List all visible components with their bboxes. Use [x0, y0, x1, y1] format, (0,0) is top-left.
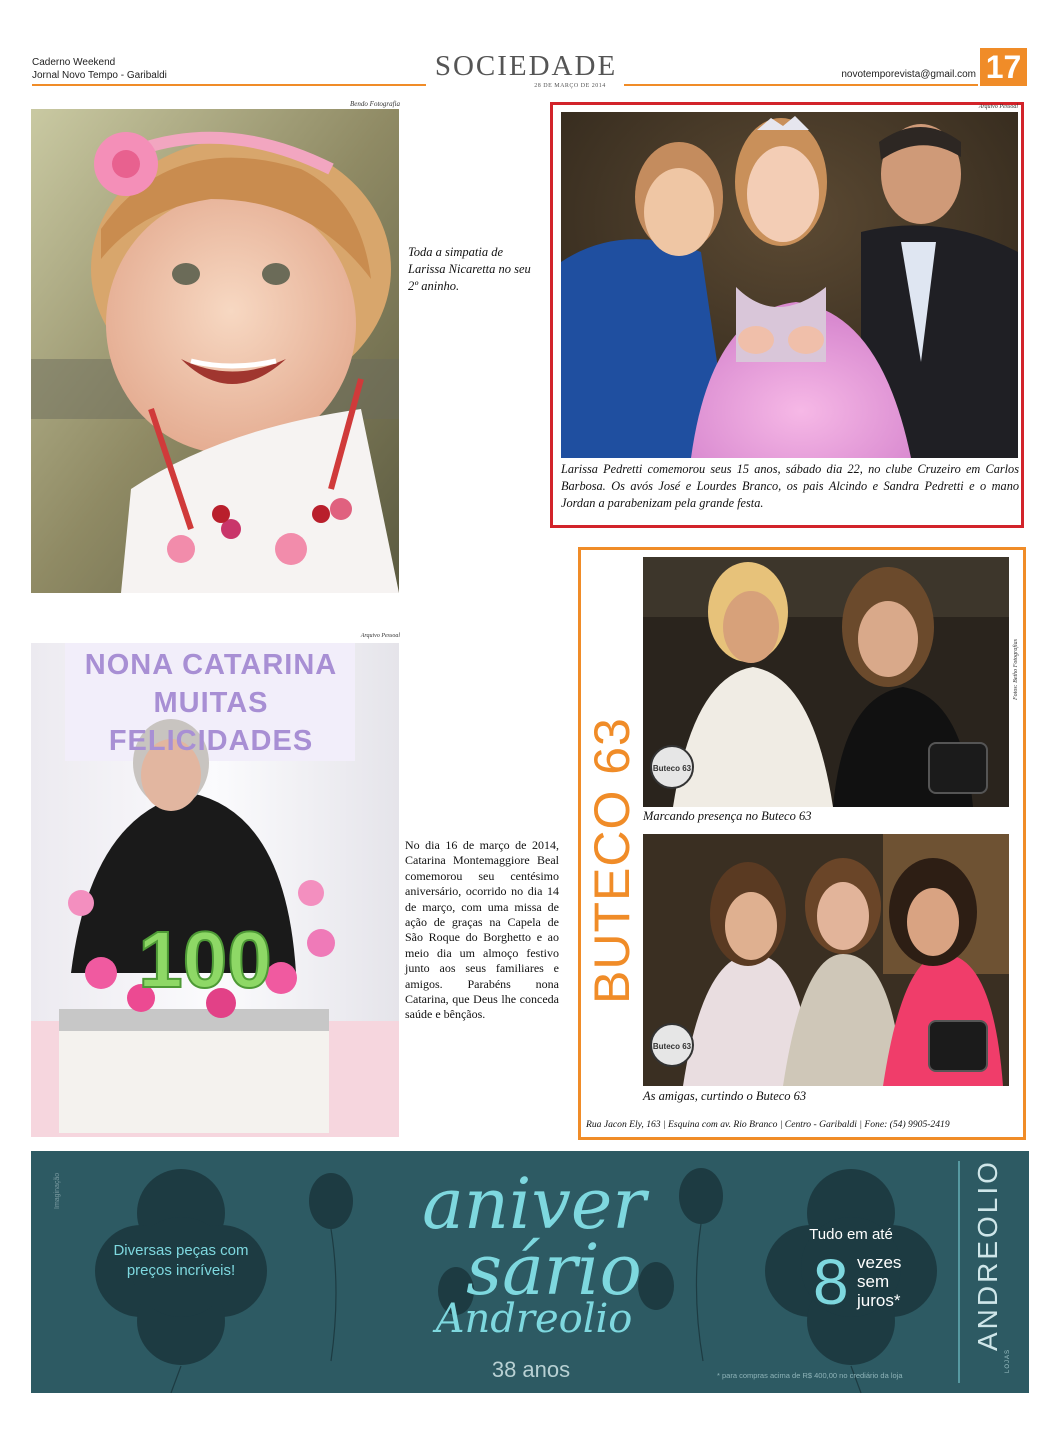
section-line-2: Jornal Novo Tempo - Garibaldi: [32, 70, 167, 81]
debutante-photo: [561, 112, 1018, 458]
ad-brand-small: LOJAS: [1005, 1348, 1011, 1373]
photo-credit: Bendo Fotografia: [350, 100, 400, 108]
ad-right-line-3: juros*: [857, 1291, 901, 1310]
buteco-caption-2: As amigas, curtindo o Buteco 63: [643, 1089, 807, 1103]
baby-photo: [31, 109, 399, 593]
nona-banner: [66, 646, 356, 760]
ad-headline: [349, 1163, 719, 1311]
nona-banner-line-1: NONA CATARINA: [84, 649, 338, 681]
debutante-credit: Arquivo Pessoal: [978, 104, 1018, 110]
ad-right-terms: [857, 1253, 917, 1310]
header-date: 28 DE MARÇO DE 2014: [534, 83, 606, 89]
ad-right-number: 8: [813, 1246, 849, 1318]
contact-email[interactable]: novotemporevista@gmail.com: [841, 69, 976, 80]
ad-banner[interactable]: [31, 1151, 1029, 1393]
buteco-address: Rua Jacon Ely, 163 | Esquina com av. Rio Branco | Centro - Garibaldi | Fone: (54) 9905-2419: [586, 1119, 950, 1130]
header-rule-right: [624, 84, 978, 86]
page-title: SOCIEDADE: [434, 50, 618, 82]
ad-right-line-1: vezes: [857, 1253, 902, 1272]
section-name: [32, 56, 167, 82]
buteco-caption-1: Marcando presença no Buteco 63: [643, 809, 812, 823]
nona-text: No dia 16 de março de 2014, Catarina Montemaggiore Beal comemorou seu centésimo aniversário, ocorrido no dia 14 de março, com uma missa de ação de graças na Capela de São Roque do Borghetto e ao meio dia um almoço festivo junto aos seus familiares e amigos. Parabéns nona Catarina, que Deus lhe conceda saúde e bênçãos.: [405, 838, 559, 1022]
buteco-logo: Buteco 63: [650, 745, 694, 789]
nona-banner-line-3: FELICIDADES: [108, 725, 314, 757]
nona-credit: Arquivo Pessoal: [360, 633, 400, 639]
buteco-credit: Fotos: Betho Fotografias: [1013, 639, 1019, 700]
camera-icon: [928, 742, 988, 794]
ad-left-text: Diversas peças com preços incríveis!: [113, 1242, 249, 1279]
ad-right-line-2: sem: [857, 1272, 890, 1291]
header-rule-left: [32, 84, 426, 86]
ad-headline-line-2: sário: [466, 1229, 642, 1311]
ad-right-top: Tudo em até: [809, 1226, 893, 1243]
baby-caption: Toda a simpatia de Larissa Nicaretta no seu 2º aninho.: [408, 245, 531, 293]
ad-agency: Imaginação: [54, 1172, 61, 1209]
ad-headline-line-1: aniver: [422, 1163, 646, 1245]
ad-anos: 38 anos: [491, 1357, 571, 1382]
section-line-1: Caderno Weekend: [32, 57, 116, 68]
page-number: 17: [980, 48, 1027, 86]
cake-number: 100: [138, 915, 272, 1004]
debutante-caption: Larissa Pedretti comemorou seus 15 anos, sábado dia 22, no clube Cruzeiro em Carlos Barbosa. Os avós José e Lourdes Branco, os pais Alcindo e Sandra Pedretti e o mano Jordan a parabenizam pela grande festa.: [561, 462, 1019, 510]
buteco-title: BUTECO 63: [584, 717, 640, 1004]
ad-brand: ANDREOLIO: [972, 1159, 1003, 1351]
ad-footnote: * para compras acima de R$ 400,00 no crediário da loja: [717, 1371, 903, 1380]
camera-icon-2: [928, 1020, 988, 1072]
ad-headline-line-3: Andreolio: [435, 1296, 633, 1342]
nona-banner-line-2: MUITAS: [153, 687, 269, 719]
buteco-logo-2: Buteco 63: [650, 1023, 694, 1067]
